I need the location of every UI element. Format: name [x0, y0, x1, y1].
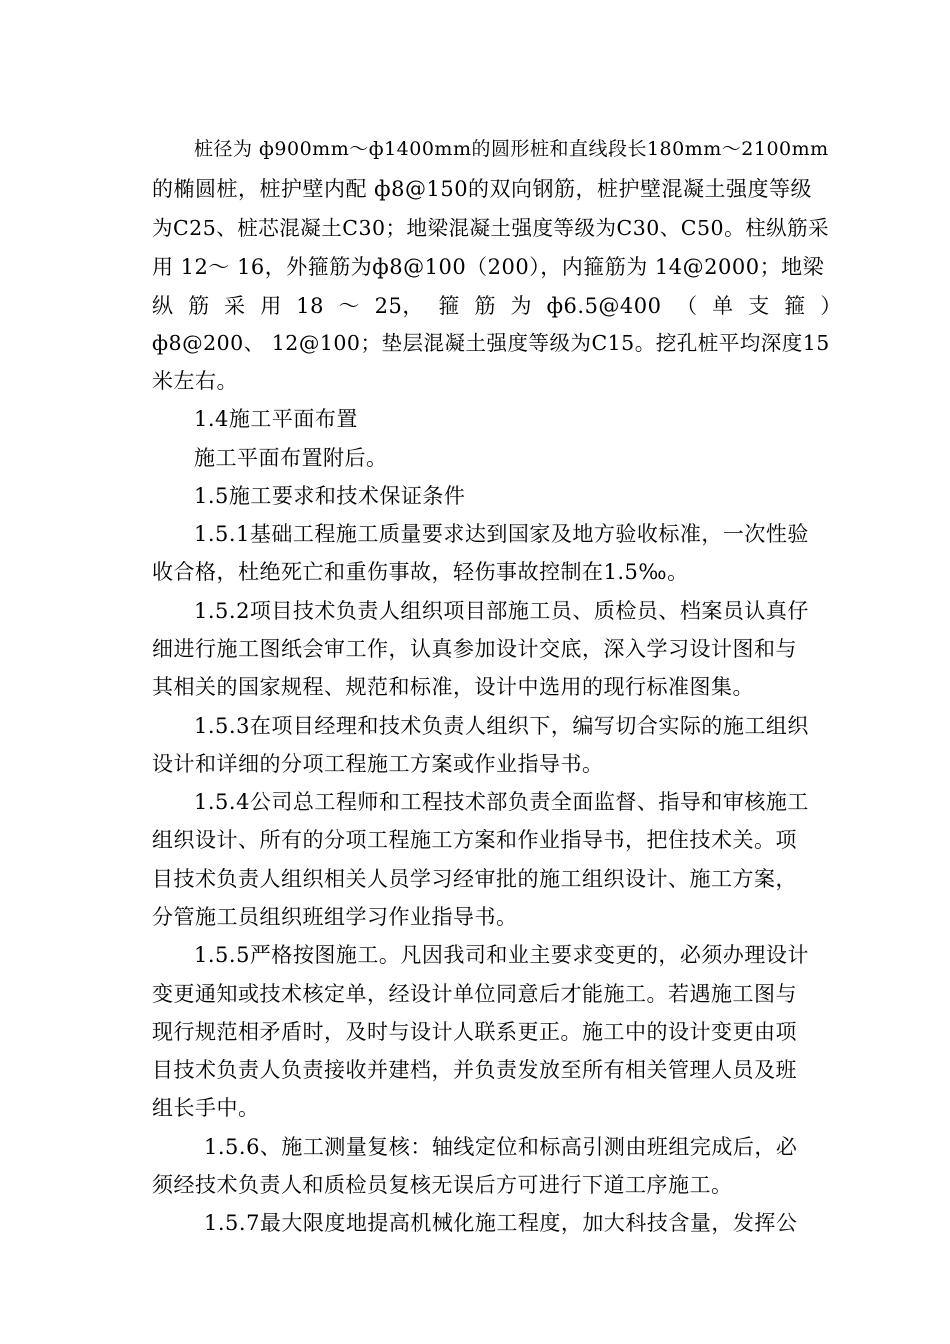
text-line: 组长手中。: [152, 1096, 260, 1120]
text-line: 1.5.4公司总工程师和工程技术部负责全面监督、指导和审核施工: [194, 790, 809, 814]
section-heading: 1.4施工平面布置: [194, 407, 358, 431]
text-line: 设计和详细的分项工程施工方案或作业指导书。: [152, 752, 604, 776]
text-fragment: ）: [820, 294, 842, 318]
text-fragment: 箍: [438, 294, 460, 318]
text-line: 1.5.1基础工程施工质量要求达到国家及地方验收标准，一次性验: [194, 522, 809, 546]
text-line: 细进行施工图纸会审工作，认真参加设计交底，深入学习设计图和与: [152, 637, 797, 661]
text-fragment: ～: [338, 294, 361, 318]
text-fragment: 筋: [188, 294, 210, 318]
text-line: 现行规范相矛盾时，及时与设计人联系更正。施工中的设计变更由项: [152, 1020, 797, 1044]
text-fragment: 筋: [474, 294, 496, 318]
text-line: 1.5.7最大限度地提高机械化施工程度，加大科技含量，发挥公: [204, 1211, 798, 1235]
text-fragment: 用: [260, 294, 282, 318]
text-line: 1.5.3在项目经理和技术负责人组织下，编写切合实际的施工组织: [194, 714, 809, 738]
text-line: 用 12～ 16，外箍筋为ф8@100（200），内箍筋为 14@2000；地梁: [152, 255, 825, 279]
text-fragment: 采: [224, 294, 246, 318]
text-line: ф8@200、 12@100；垫层混凝土强度等级为C15。挖孔桩平均深度15: [152, 331, 830, 355]
text-fragment: 单: [712, 294, 734, 318]
text-line: 桩径为 ф900mm～ф1400mm的圆形桩和直线段长180mm～2100mm: [194, 138, 829, 160]
text-line: 的椭圆桩，桩护壁内配 ф8@150的双向钢筋，桩护壁混凝土强度等级: [152, 177, 813, 201]
text-line: 变更通知或技术核定单，经设计单位同意后才能施工。若遇施工图与: [152, 982, 797, 1006]
text-line: 目技术负责人组织相关人员学习经审批的施工组织设计、施工方案，: [152, 867, 797, 891]
text-line: 目技术负责人负责接收并建档，并负责发放至所有相关管理人员及班: [152, 1058, 797, 1082]
text-fragment: 18: [296, 294, 324, 318]
text-line-justified: [152, 288, 842, 324]
text-line: 组织设计、所有的分项工程施工方案和作业指导书，把住技术关。项: [152, 828, 797, 852]
section-heading: 1.5施工要求和技术保证条件: [194, 484, 466, 508]
text-fragment: 纵: [152, 294, 174, 318]
text-line: 施工平面布置附后。: [194, 446, 388, 470]
text-fragment: 箍: [784, 294, 806, 318]
text-line: 分管施工员组织班组学习作业指导书。: [152, 905, 518, 929]
text-line: 其相关的国家规程、规范和标准，设计中选用的现行标准图集。: [152, 675, 754, 699]
text-line: 须经技术负责人和质检员复核无误后方可进行下道工序施工。: [152, 1173, 733, 1197]
text-fragment: ф6.5@400: [546, 294, 662, 318]
text-line: 1.5.6、施工测量复核：轴线定位和标高引测由班组完成后，必: [204, 1135, 798, 1159]
text-fragment: 25，: [374, 294, 424, 318]
text-line: 收合格，杜绝死亡和重伤事故，轻伤事故控制在1.5‰。: [152, 560, 689, 584]
text-fragment: 支: [748, 294, 770, 318]
text-line: 米左右。: [152, 369, 238, 393]
text-fragment: （: [676, 294, 698, 318]
text-line: 1.5.2项目技术负责人组织项目部施工员、质检员、档案员认真仔: [194, 599, 809, 623]
text-line: 为C25、桩芯混凝土C30；地梁混凝土强度等级为C30、C50。柱纵筋采: [152, 216, 830, 240]
text-line: 1.5.5严格按图施工。凡因我司和业主要求变更的，必须办理设计: [194, 943, 809, 967]
text-fragment: 为: [510, 294, 533, 318]
